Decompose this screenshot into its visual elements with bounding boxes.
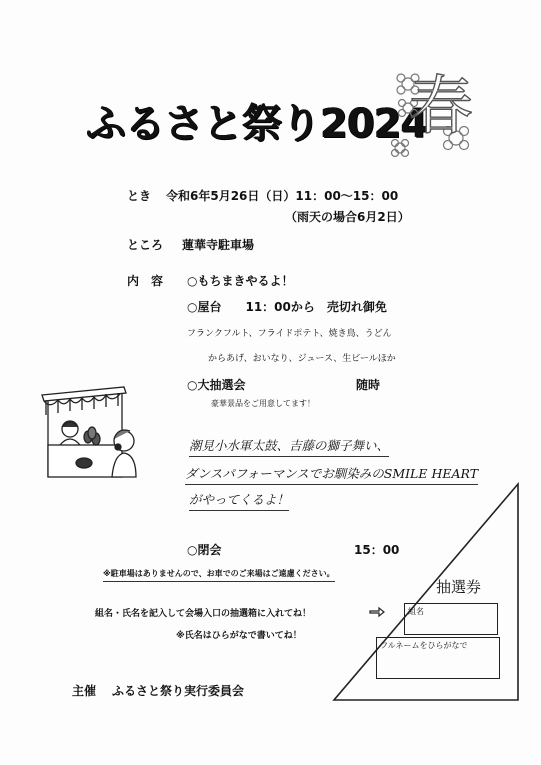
prizes-note: 豪華景品をご用意してます！ [211,399,315,408]
yatai-item: ○屋台 11：00から 売切れ御免 [187,300,387,314]
where-label: ところ [127,238,164,252]
where-value: 蓮華寺駐車場 [182,238,255,252]
content-label: 内 容 [127,274,164,288]
organizer-value: ふるさと祭り実行委員会 [112,684,245,698]
hiragana-note: ※氏名はひらがなで書いてね！ [176,631,302,641]
spring-character: 春 [409,70,473,144]
entry-note: 組名・氏名を記入して会場入口の抽選箱に入れてね！ [95,609,312,619]
closing-time: 15：00 [354,543,400,557]
mochi-item: ○もちまきやるよ！ [187,274,294,288]
full-name-field[interactable] [376,637,500,679]
when-value: 令和6年5月26日（日）11：00〜15：00 [166,189,399,203]
group-name-field[interactable] [404,603,498,635]
lottery-time: 随時 [356,378,381,392]
foods-line-1: フランクフルト、フライドポテト、焼き鳥、うどん [187,329,392,339]
group-name-label: 組名 [408,607,424,616]
parking-note: ※駐車場はありませんので、お車でのご来場はご遠慮ください。 [103,568,335,582]
performance-line-3: がやってくるよ！ [189,490,289,511]
closing-label: ○閉会 [187,543,222,557]
ticket-title: 抽選券 [436,578,482,596]
performance-line-2: ダンスパフォーマンスでお馴染みのSMILE HEART [185,464,478,485]
when-label: とき [127,189,152,203]
performance-line-1: 潮見小水軍太鼓、吉藤の獅子舞い、 [189,436,389,457]
spring-sakura-illustration [386,66,496,176]
full-name-label: フルネームをひらがなで [380,641,468,650]
rain-date: （雨天の場合6月2日） [285,210,410,224]
food-stall-illustration [38,385,138,485]
organizer-label: 主催 [72,684,97,698]
lottery-item: ○大抽選会 [187,378,246,392]
foods-line-2: からあげ、おいなり、ジュース、生ビールほか [208,354,396,364]
page-title: ふるさと祭り2024 [86,101,428,147]
